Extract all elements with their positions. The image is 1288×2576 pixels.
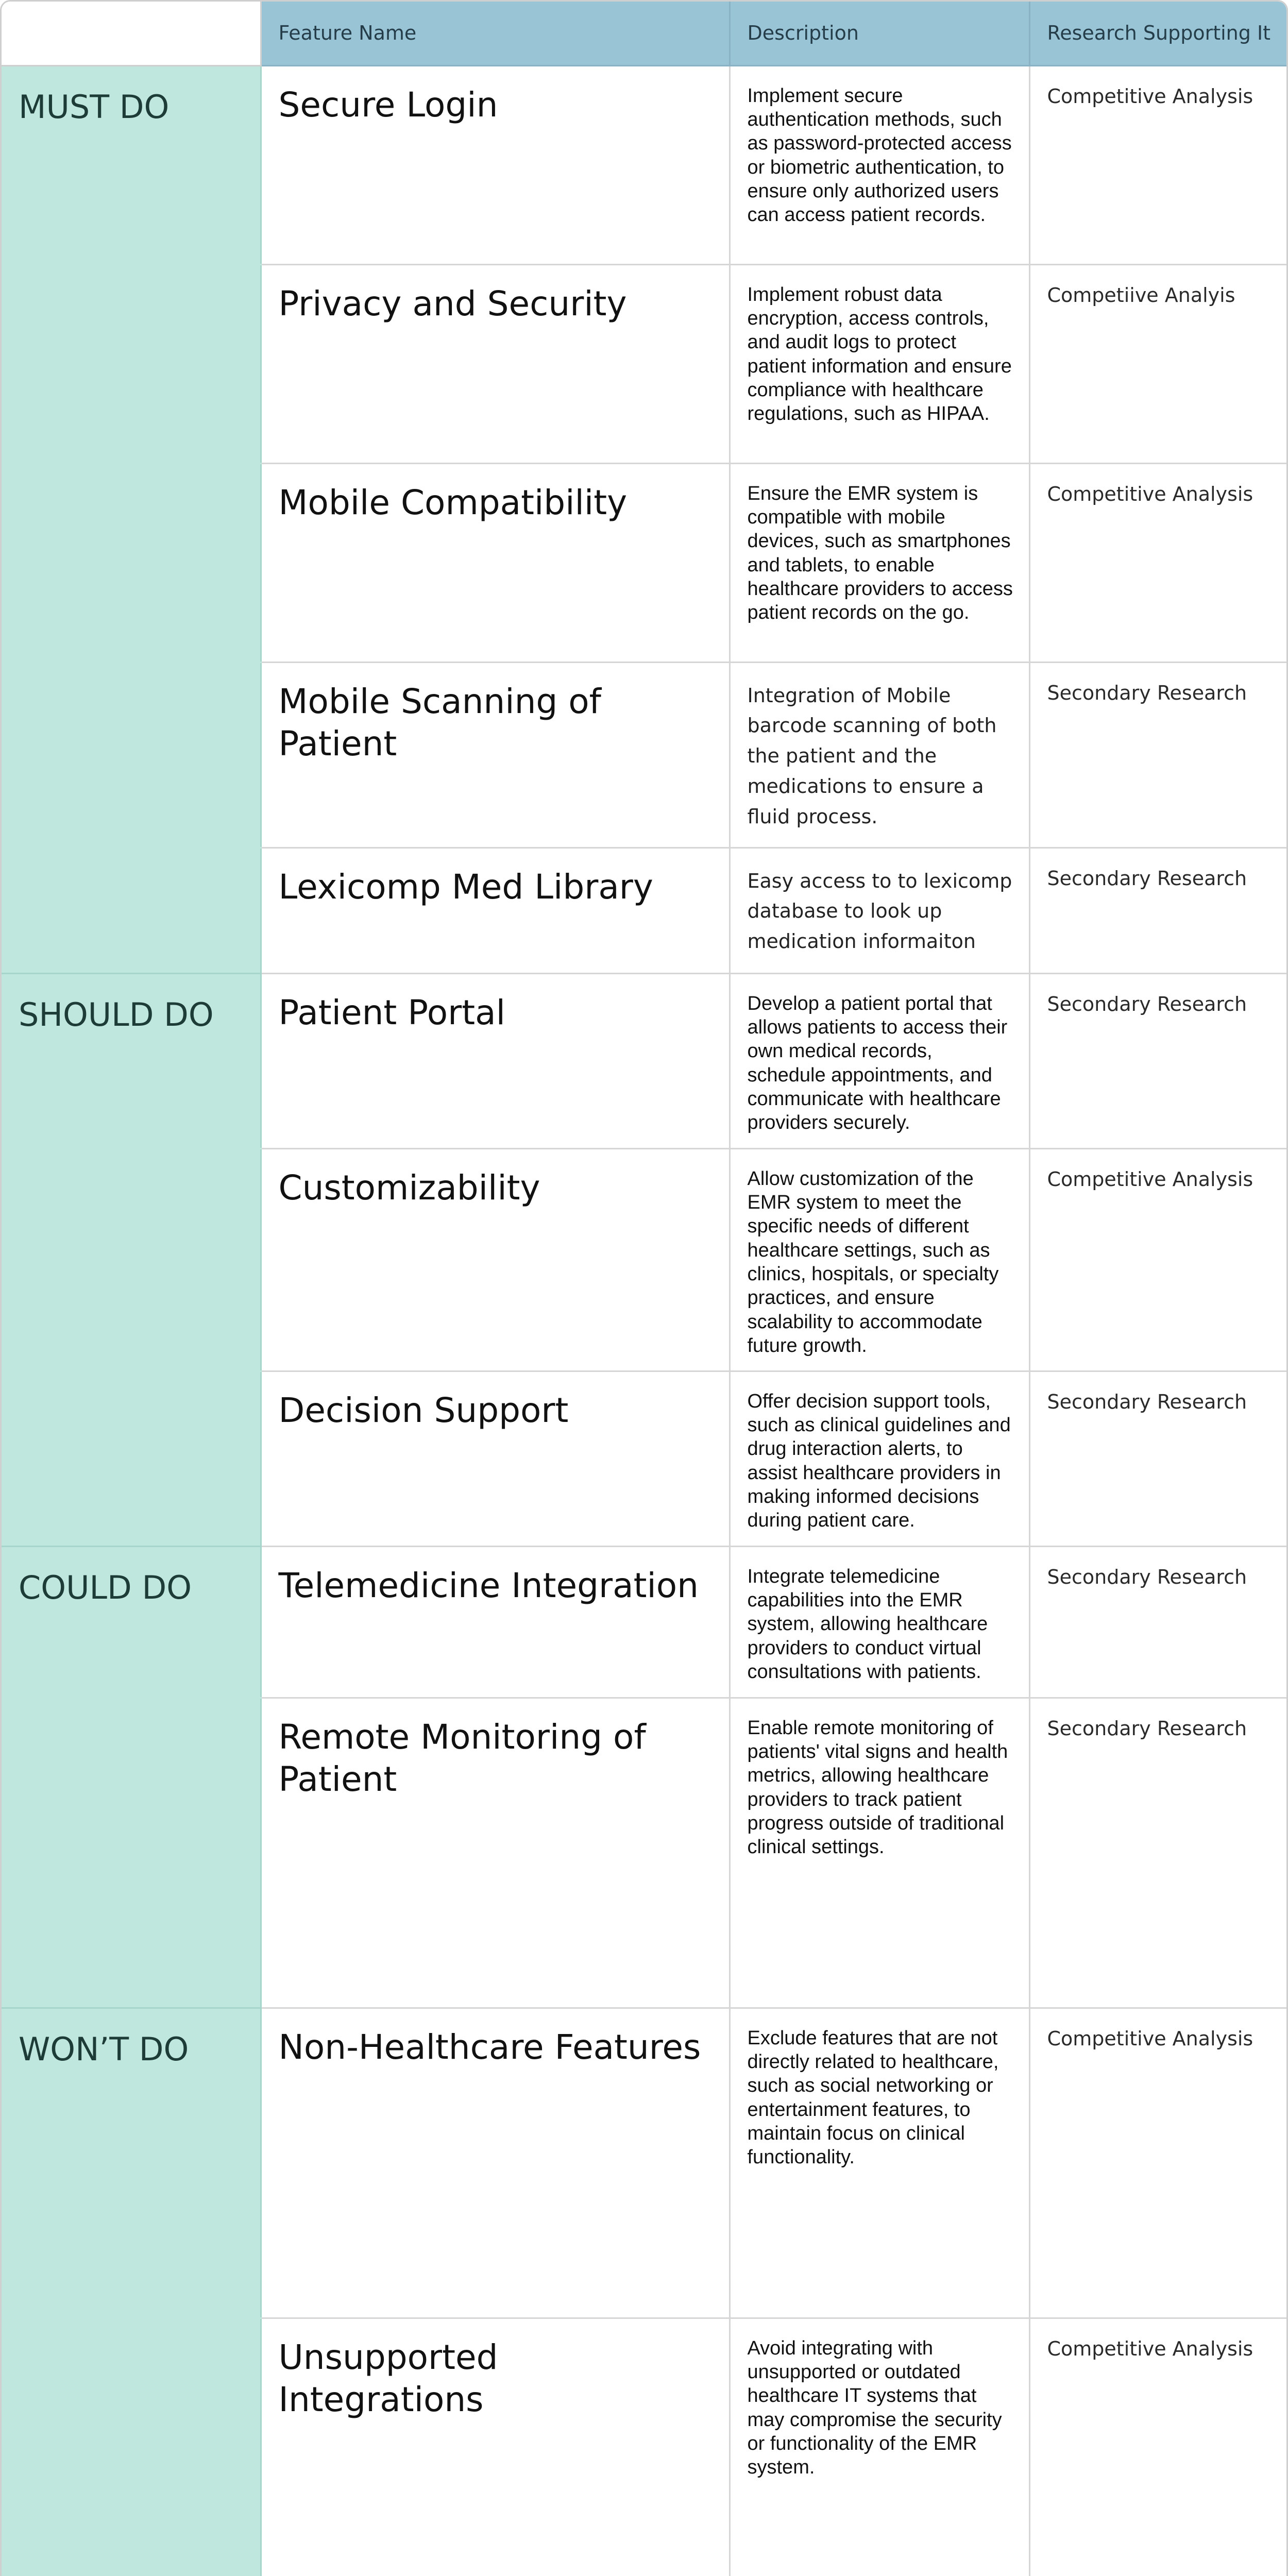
description-cell: Integration of Mobile barcode scanning of both the patient and the medications to ensure a fluid process.	[730, 662, 1029, 848]
research-cell: Competiive Analyis	[1029, 264, 1286, 463]
feature-name-cell: Telemedicine Integration	[261, 1546, 730, 1698]
priority-label	[2, 1371, 261, 1546]
feature-name-cell: Remote Monitoring of Patient	[261, 1698, 730, 2008]
priority-label: MUST DO	[2, 65, 261, 264]
description-cell: Exclude features that are not directly related to healthcare, such as social networking or entertainment features, to maintain focus on clinical functionality.	[730, 2008, 1029, 2318]
description-cell: Easy access to to lexicomp database to look up medication informaiton	[730, 848, 1029, 973]
feature-name-cell: Secure Login	[261, 65, 730, 264]
table-row	[2, 662, 1286, 848]
table-row	[2, 1546, 1286, 1698]
header-row	[2, 2, 1286, 65]
priority-label	[2, 264, 261, 463]
research-cell: Competitive Analysis	[1029, 1148, 1286, 1371]
feature-name-cell: Mobile Scanning of Patient	[261, 662, 730, 848]
description-cell: Ensure the EMR system is compatible with mobile devices, such as smartphones and tablets, to enable healthcare providers to access patient records on the go.	[730, 463, 1029, 662]
table-row	[2, 848, 1286, 973]
header-corner-cell	[2, 2, 261, 65]
research-cell: Secondary Research	[1029, 662, 1286, 848]
description-cell: Implement secure authentication methods, such as password-protected access or biometric authentication, to ensure only authorized users can access patient records.	[730, 65, 1029, 264]
priority-label	[2, 1698, 261, 2008]
table-row	[2, 2008, 1286, 2318]
feature-name-cell: Lexicomp Med Library	[261, 848, 730, 973]
table-row	[2, 65, 1286, 264]
description-cell: Allow customization of the EMR system to meet the specific needs of different healthcare settings, such as clinics, hospitals, or specialty practices, and ensure scalability to accommodate future growth.	[730, 1148, 1029, 1371]
research-cell: Competitive Analysis	[1047, 2337, 1253, 2360]
header-description: Description	[730, 2, 1029, 65]
priority-label	[2, 1148, 261, 1371]
description-cell: Integrate telemedicine capabilities into the EMR system, allowing healthcare providers to conduct virtual consultations with patients.	[730, 1546, 1029, 1698]
table-row	[2, 1698, 1286, 2008]
priority-label	[2, 848, 261, 973]
research-cell: Secondary Research	[1029, 1371, 1286, 1546]
feature-name-cell: Privacy and Security	[261, 264, 730, 463]
research-cell: Competitive Analysis	[1029, 65, 1286, 264]
research-cell: Secondary Research	[1029, 1546, 1286, 1698]
priority-label: COULD DO	[2, 1546, 261, 1698]
feature-name-cell: Customizability	[261, 1148, 730, 1371]
header-research: Research Supporting It	[1029, 2, 1286, 65]
description-cell: Offer decision support tools, such as clinical guidelines and drug interaction alerts, to assist healthcare providers in making informed decisions during patient care.	[730, 1371, 1029, 1546]
description-cell: Develop a patient portal that allows patients to access their own medical records, schedule appointments, and communicate with healthcare providers securely.	[730, 973, 1029, 1148]
priority-label	[2, 662, 261, 848]
table-row	[2, 1371, 1286, 1546]
table-row	[2, 264, 1286, 463]
priority-label	[2, 463, 261, 662]
description-cell: Avoid integrating with unsupported or outdated healthcare IT systems that may compromise the security or functionality of the EMR system.	[730, 2318, 1029, 2576]
table-row	[2, 1148, 1286, 1371]
research-cell: Secondary Research	[1029, 973, 1286, 1148]
feature-name-cell: Unsupported Integrations	[261, 2318, 730, 2576]
feature-name-cell: Decision Support	[261, 1371, 730, 1546]
header-feature-name: Feature Name	[261, 2, 730, 65]
feature-table	[2, 2, 1286, 2576]
priority-label: WON’T DO	[2, 2008, 261, 2318]
research-cell: Competitive Analysis	[1029, 463, 1286, 662]
table-row	[2, 973, 1286, 1148]
description-cell: Enable remote monitoring of patients' vital signs and health metrics, allowing healthcare providers to track patient progress outside of traditional clinical settings.	[730, 1698, 1029, 2008]
feature-name-cell: Mobile Compatibility	[261, 463, 730, 662]
table-row	[2, 2318, 1286, 2576]
priority-label: SHOULD DO	[2, 973, 261, 1148]
research-cell: Competitive Analysis	[1029, 2008, 1286, 2318]
feature-name-cell: Non-Healthcare Features	[261, 2008, 730, 2318]
research-cell: Secondary Research	[1029, 1698, 1286, 2008]
description-cell: Implement robust data encryption, access controls, and audit logs to protect patient information and ensure compliance with healthcare regulations, such as HIPAA.	[730, 264, 1029, 463]
table-row	[2, 463, 1286, 662]
feature-name-cell: Patient Portal	[261, 973, 730, 1148]
priority-label	[2, 2318, 261, 2576]
research-cell: Secondary Research	[1029, 848, 1286, 973]
